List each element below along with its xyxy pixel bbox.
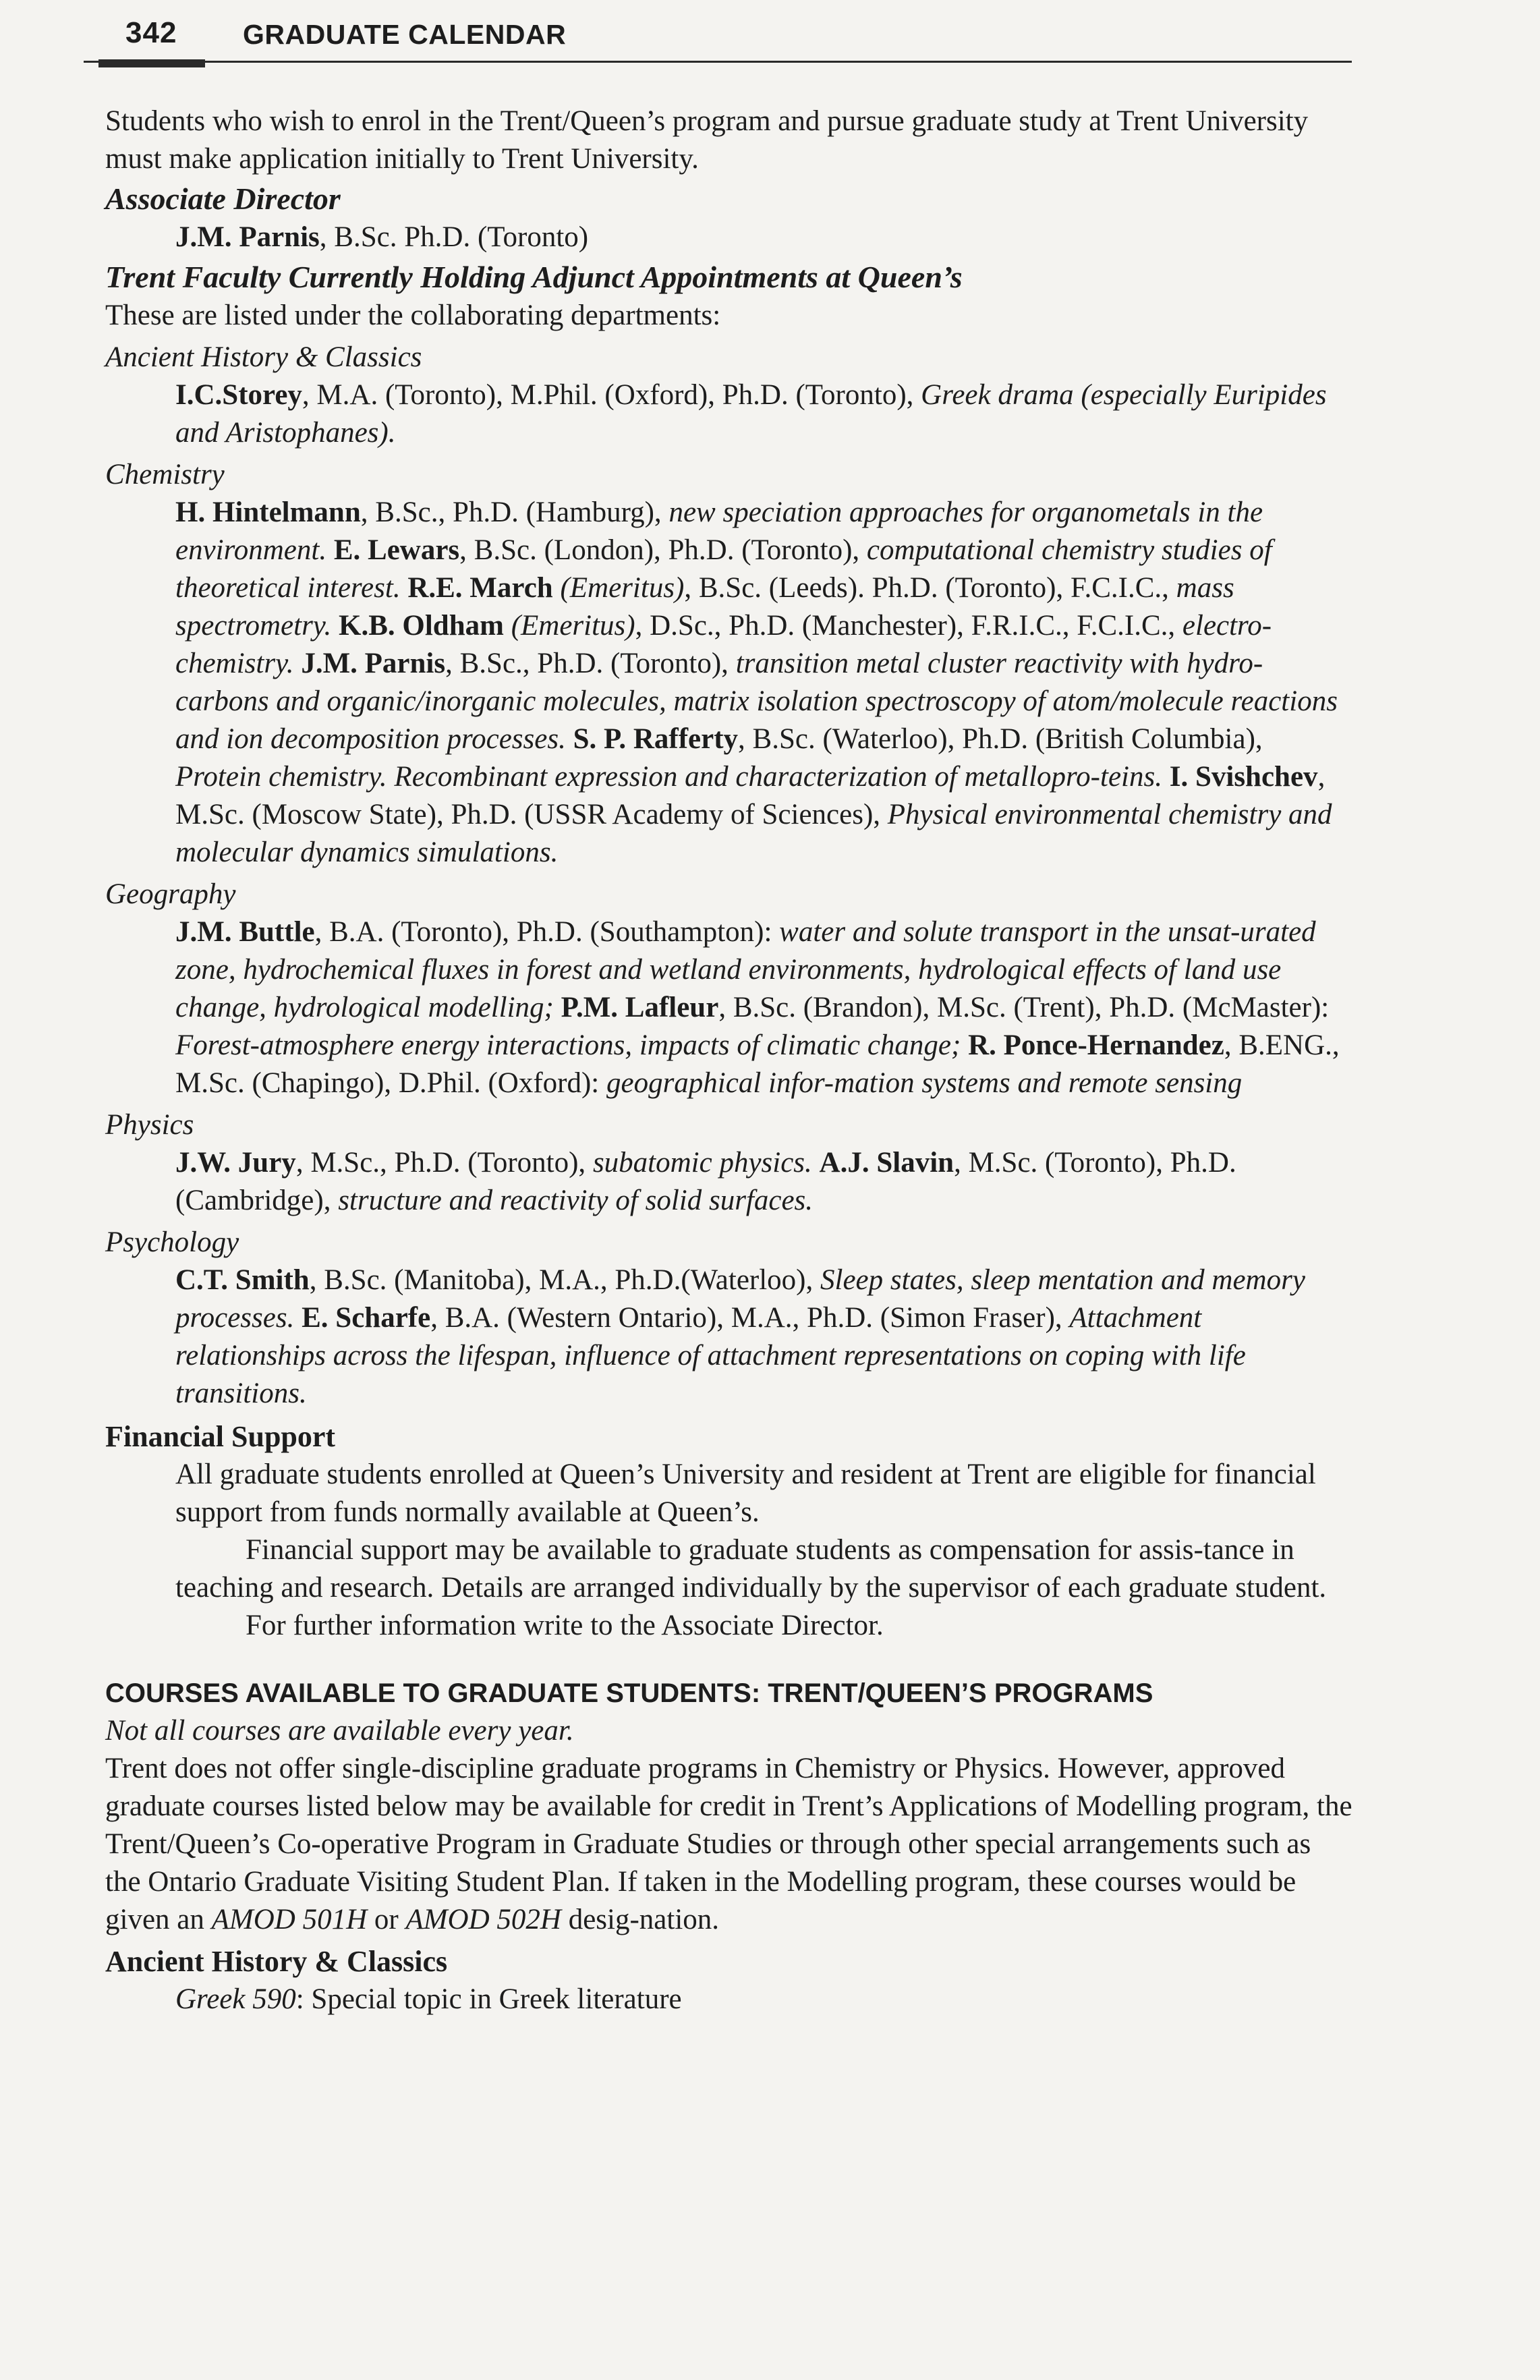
courses-body: [105, 1750, 1353, 1939]
faculty-credentials: , B.Sc. (Waterloo), Ph.D. (British Columbia),: [738, 723, 1263, 755]
financial-paragraph-3: For further information write to the Associate Director.: [246, 1610, 884, 1641]
faculty-interest: Forest-atmosphere energy interactions, impacts of climatic change;: [175, 1029, 961, 1061]
courses-body-text: Trent does not offer single-discipline graduate programs in Chemistry or Physics. However, approved graduate courses listed below may be available for credit in Trent’s Applications of Modelling program, the Trent/Queen’s Co-operative Program in Graduate Studies or through other special arrangements such as the Ontario Graduate Visiting Student Plan. If taken in the Modelling program, these courses would be given an: [105, 1753, 1352, 1935]
course-code: Greek 590: [175, 1983, 296, 2015]
dept-heading-physics: Physics: [105, 1109, 194, 1141]
faculty-credentials: , M.A. (Toronto), M.Phil. (Oxford), Ph.D. (Toronto),: [302, 379, 921, 411]
course-designation: AMOD 501H: [211, 1904, 368, 1935]
faculty-credentials: , B.A. (Western Ontario), M.A., Ph.D. (Simon Fraser),: [430, 1302, 1070, 1334]
course-title: : Special topic in Greek literature: [295, 1983, 682, 2015]
dept-heading-geography: Geography: [105, 878, 236, 910]
faculty-name: I.C.Storey: [175, 379, 302, 411]
page-number: 342: [125, 16, 177, 49]
faculty-interest: electro-chemistry.: [175, 610, 1272, 679]
faculty-interest: new speciation approaches for organometals in the environment.: [175, 497, 1263, 566]
faculty-name: E. Lewars: [333, 534, 460, 566]
faculty-credentials: , B.Sc. (London), Ph.D. (Toronto),: [459, 534, 867, 566]
dept-heading-psychology: Psychology: [105, 1226, 239, 1258]
courses-body-text: or: [367, 1904, 406, 1935]
faculty-credentials: , B.Sc. (Manitoba), M.A., Ph.D.(Waterloo),: [309, 1264, 821, 1296]
page-content: [105, 103, 1353, 2018]
intro-paragraph: Students who wish to enrol in the Trent/Queen’s program and pursue graduate study at Trent University must make application initially to Trent University.: [105, 105, 1309, 175]
associate-director-heading: Associate Director: [105, 181, 341, 216]
header-rule-block: [98, 59, 205, 67]
faculty-interest: computational chemistry studies of theoretical interest.: [175, 534, 1272, 604]
dept-heading-ancient: Ancient History & Classics: [105, 341, 422, 373]
course-entry: [105, 1981, 1353, 2018]
faculty-name: C.T. Smith: [175, 1264, 310, 1296]
faculty-name: J.M. Buttle: [175, 916, 315, 948]
faculty-credentials: , B.ENG., M.Sc. (Chapingo), D.Phil. (Oxford):: [175, 1029, 1340, 1099]
faculty-credentials: , M.Sc. (Moscow State), Ph.D. (USSR Academy of Sciences),: [175, 761, 1325, 830]
faculty-name: R. Ponce-Hernandez: [968, 1029, 1224, 1061]
faculty-name: A.J. Slavin: [819, 1147, 954, 1179]
faculty-name: S. P. Rafferty: [573, 723, 739, 755]
faculty-interest: mass spectrometry.: [175, 572, 1234, 642]
faculty-name: H. Hintelmann: [175, 497, 361, 528]
faculty-credentials: , M.Sc., Ph.D. (Toronto),: [295, 1147, 593, 1179]
courses-body-text: desig-nation.: [561, 1904, 720, 1935]
course-designation: AMOD 502H: [405, 1904, 561, 1935]
adjunct-heading: Trent Faculty Currently Holding Adjunct Appointments at Queen’s: [105, 260, 963, 294]
dept-entries-psychology: [105, 1262, 1353, 1413]
courses-note: Not all courses are available every year.: [105, 1715, 574, 1747]
faculty-interest: Greek drama (especially Euripides and Aristophanes).: [175, 379, 1327, 449]
financial-paragraph-2: Financial support may be available to graduate students as compensation for assis-tance in teaching and research. Details are arranged individually by the supervisor of each graduate student.: [175, 1534, 1327, 1604]
dept-entries-physics: [105, 1144, 1353, 1220]
faculty-interest: geographical infor-mation systems and remote sensing: [606, 1067, 1243, 1099]
faculty-credentials: , B.Sc. (Leeds). Ph.D. (Toronto), F.C.I.C.,: [684, 572, 1176, 604]
faculty-interest: subatomic physics.: [592, 1147, 812, 1179]
header-rule: [84, 61, 1352, 63]
financial-paragraph-1: All graduate students enrolled at Queen’s University and resident at Trent are eligible for financial support from funds normally available at Queen’s.: [175, 1458, 1316, 1528]
faculty-emeritus: (Emeritus): [511, 610, 635, 642]
running-title: GRADUATE CALENDAR: [243, 19, 567, 50]
faculty-interest: structure and reactivity of solid surfaces.: [338, 1185, 814, 1216]
faculty-credentials: , B.Sc. Ph.D. (Toronto): [319, 221, 589, 253]
faculty-credentials: , M.Sc. (Toronto), Ph.D. (Cambridge),: [175, 1147, 1236, 1216]
faculty-name: J.W. Jury: [175, 1147, 296, 1179]
faculty-name: R.E. March: [407, 572, 553, 604]
faculty-credentials: , B.Sc., Ph.D. (Hamburg),: [360, 497, 669, 528]
faculty-name: K.B. Oldham: [339, 610, 504, 642]
faculty-name: E. Scharfe: [302, 1302, 431, 1334]
dept-entries-chemistry: [105, 494, 1353, 872]
dept-entries-ancient: [105, 376, 1353, 452]
faculty-interest: transition metal cluster reactivity with hydro-carbons and organic/inorganic molecules, matrix isolation spectroscopy of atom/molecule reactions and ion decomposition processes.: [175, 648, 1338, 755]
associate-director-entry: [105, 219, 1353, 256]
faculty-name: I. Svishchev: [1169, 761, 1318, 793]
adjunct-intro: These are listed under the collaborating departments:: [105, 300, 721, 331]
faculty-credentials: , D.Sc., Ph.D. (Manchester), F.R.I.C., F.C.I.C.,: [635, 610, 1182, 642]
page-header: [84, 12, 1352, 66]
dept-heading-chemistry: Chemistry: [105, 459, 225, 490]
faculty-name: J.M. Parnis: [175, 221, 320, 253]
faculty-interest: Physical environmental chemistry and molecular dynamics simulations.: [175, 799, 1332, 868]
faculty-credentials: , B.Sc., Ph.D. (Toronto),: [445, 648, 736, 679]
faculty-name: J.M. Parnis: [301, 648, 446, 679]
faculty-credentials: , B.A. (Toronto), Ph.D. (Southampton):: [314, 916, 780, 948]
faculty-name: P.M. Lafleur: [561, 992, 719, 1023]
faculty-emeritus: (Emeritus): [560, 572, 685, 604]
financial-support-heading: Financial Support: [105, 1420, 336, 1453]
dept-entries-geography: [105, 913, 1353, 1102]
courses-heading: COURSES AVAILABLE TO GRADUATE STUDENTS: TRENT/QUEEN’S PROGRAMS: [105, 1678, 1153, 1708]
course-section-heading: Ancient History & Classics: [105, 1945, 448, 1978]
faculty-credentials: , B.Sc. (Brandon), M.Sc. (Trent), Ph.D. (McMaster):: [718, 992, 1330, 1023]
faculty-interest: Sleep states, sleep mentation and memory processes.: [175, 1264, 1305, 1334]
faculty-interest: Attachment relationships across the lifespan, influence of attachment representations on coping with life transitions.: [175, 1302, 1246, 1409]
faculty-interest: Protein chemistry. Recombinant expression and characterization of metallopro-teins.: [175, 761, 1162, 793]
faculty-interest: water and solute transport in the unsat-urated zone, hydrochemical fluxes in forest and wetland environments, hydrological effects of land use change, hydrological modelling;: [175, 916, 1316, 1023]
